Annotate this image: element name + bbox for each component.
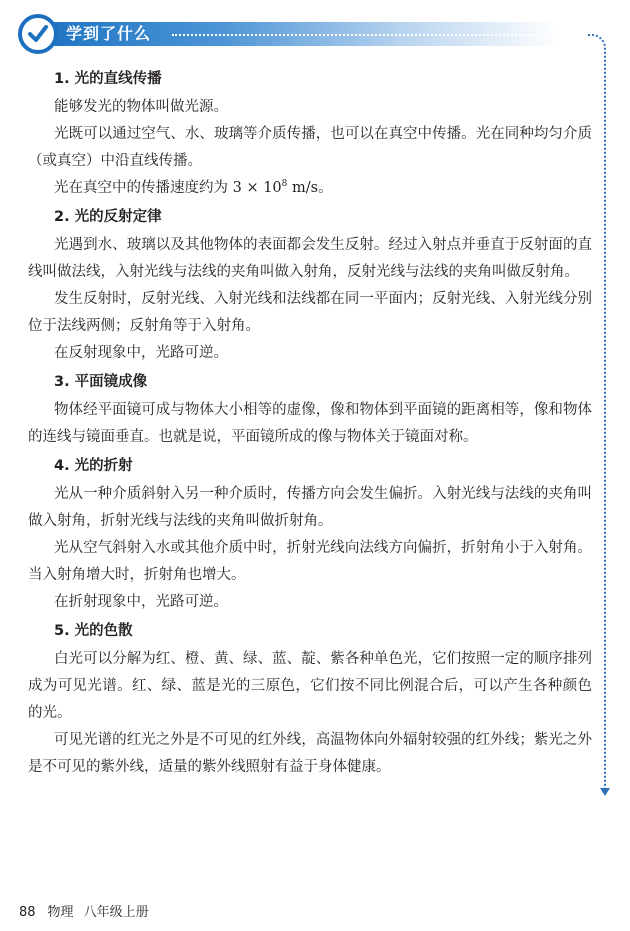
summary-content (28, 64, 592, 781)
arrow-down-icon (600, 788, 610, 796)
speed-suffix: m/s。 (287, 180, 333, 196)
paragraph: 物体经平面镜可成与物体大小相等的虚像，像和物体到平面镜的距离相等，像和物体的连线与镜面垂直。也就是说，平面镜所成的像与物体关于镜面对称。 (28, 402, 592, 445)
page-footer (19, 903, 149, 923)
banner-title: 学到了什么 (66, 24, 152, 43)
paragraph: 光从一种介质斜射入另一种介质时，传播方向会发生偏折。入射光线与法线的夹角叫做入射角，折射光线与法线的夹角叫做折射角。 (28, 486, 592, 529)
section-heading: 5. 光的色散 (54, 623, 133, 639)
check-badge-icon (18, 14, 58, 54)
book-grade: 八年级上册 (83, 905, 149, 920)
paragraph: 可见光谱的红光之外是不可见的红外线，高温物体向外辐射较强的红外线；紫光之外是不可见的紫外线，适量的紫外线照射有益于身体健康。 (28, 732, 592, 775)
section-heading: 4. 光的折射 (54, 458, 133, 474)
paragraph: 在折射现象中，光路可逆。 (54, 594, 228, 610)
book-subject: 物理 (47, 905, 74, 920)
paragraph: 光从空气斜射入水或其他介质中时，折射光线向法线方向偏折，折射角小于入射角。当入射角增大时，折射角也增大。 (28, 540, 592, 583)
section-heading: 2. 光的反射定律 (54, 209, 162, 225)
paragraph: 白光可以分解为红、橙、黄、绿、蓝、靛、紫各种单色光，它们按照一定的顺序排列成为可见光谱。红、绿、蓝是光的三原色，它们按不同比例混合后，可以产生各种颜色的光。 (28, 651, 592, 721)
section-banner (18, 14, 578, 54)
section-heading: 3. 平面镜成像 (54, 374, 148, 390)
paragraph: 在反射现象中，光路可逆。 (54, 345, 228, 361)
speed-prefix: 光在真空中的传播速度约为 3 × 10 (54, 180, 282, 196)
paragraph: 能够发光的物体叫做光源。 (54, 99, 228, 115)
paragraph: 光既可以通过空气、水、玻璃等介质传播，也可以在真空中传播。光在同种均匀介质（或真空）中沿直线传播。 (28, 126, 592, 169)
light-speed-paragraph (28, 175, 592, 202)
speed-exponent: 8 (281, 179, 288, 190)
banner-dotted-line (172, 34, 572, 36)
paragraph: 光遇到水、玻璃以及其他物体的表面都会发生反射。经过入射点并垂直于反射面的直线叫做法线，入射光线与法线的夹角叫做入射角，反射光线与法线的夹角叫做反射角。 (28, 237, 592, 280)
section-heading: 1. 光的直线传播 (54, 71, 162, 87)
paragraph: 发生反射时，反射光线、入射光线和法线都在同一平面内；反射光线、入射光线分别位于法线两侧；反射角等于入射角。 (28, 291, 592, 334)
page-number: 88 (19, 905, 36, 920)
